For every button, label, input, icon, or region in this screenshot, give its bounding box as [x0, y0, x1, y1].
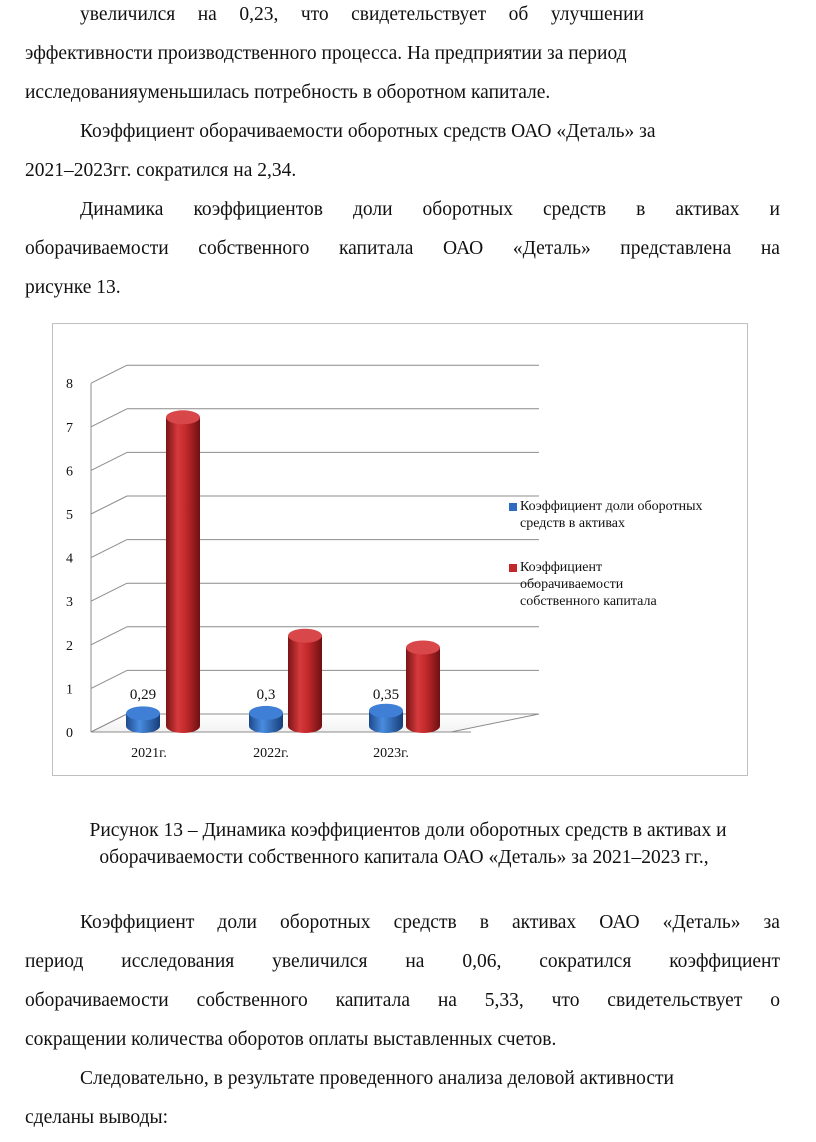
text-line: рисунке 13.: [25, 277, 121, 298]
y-tick-label: 2: [66, 638, 73, 654]
data-label: 0,3: [256, 687, 276, 703]
bar-chart: [53, 324, 747, 775]
text-line: оборачиваемости собственного капитала ОАО «Деталь» представлена на: [25, 238, 780, 259]
gridline-side: [91, 540, 127, 558]
x-tick-label: 2022г.: [253, 746, 289, 761]
bar-turnover-body: [406, 648, 440, 733]
chart-frame: 0 1 2 3 4 5 6 7 8 2021г. 2022г. 2023г. 0,29 0,3 0,35 Коэффициент доли оборотных средств в активах Коэффициент оборачиваемости собственного капитала: [52, 323, 748, 776]
gridline-side: [91, 583, 127, 601]
data-label: 0,35: [372, 687, 400, 703]
data-label: 0,29: [129, 687, 157, 703]
bar-turnover: [406, 641, 440, 733]
y-tick-label: 3: [66, 595, 73, 611]
text-line: увеличился на 0,23, что свидетельствует об улучшении: [80, 4, 644, 25]
x-tick-label: 2021г.: [131, 746, 167, 761]
legend-swatch-red: [509, 564, 517, 572]
bar-turnover-body: [166, 417, 200, 733]
bar-share-top: [369, 704, 403, 718]
bar-turnover-top: [288, 629, 322, 643]
text-line: оборачиваемости собственного капитала на 5,33, что свидетельствует о: [25, 990, 780, 1011]
gridline-side: [91, 627, 127, 645]
figure-caption: Рисунок 13 – Динамика коэффициентов доли оборотных средств в активах и: [89, 820, 727, 841]
text-line: период исследования увеличился на 0,06, сократился коэффициент: [25, 951, 780, 972]
y-tick-label: 0: [66, 726, 73, 741]
legend-swatch-blue: [509, 503, 517, 511]
gridline-side: [91, 409, 127, 427]
gridline-side: [91, 496, 127, 514]
bar-turnover: [288, 629, 322, 733]
y-tick-label: 8: [66, 377, 73, 393]
bar-share: [249, 706, 283, 733]
text-line: сокращении количества оборотов оплаты выставленных счетов.: [25, 1029, 557, 1050]
text-line: Коэффициент доли оборотных средств в активах ОАО «Деталь» за: [80, 912, 780, 933]
y-tick-label: 4: [66, 551, 73, 567]
bar-turnover-top: [406, 641, 440, 655]
text-line: эффективности производственного процесса. На предприятии за период: [25, 43, 627, 64]
figure-caption-line2: оборачиваемости собственного капитала ОАО «Деталь» за 2021–2023 гг.,: [99, 847, 709, 868]
bar-share-top: [126, 706, 160, 720]
text-line: исследованияуменьшилась потребность в оборотном капитале.: [25, 82, 551, 103]
gridline-side: [91, 452, 127, 470]
text-line: Следовательно, в результате проведенного анализа деловой активности: [80, 1068, 674, 1089]
bar-share-top: [249, 706, 283, 720]
gridline-side: [91, 365, 127, 383]
gridline-side: [91, 670, 127, 688]
bar-turnover-top: [166, 410, 200, 424]
y-tick-label: 7: [66, 420, 73, 436]
bar-share: [369, 704, 403, 733]
y-tick-label: 1: [66, 682, 73, 698]
bar-share: [126, 706, 160, 733]
y-tick-label: 6: [66, 464, 73, 480]
bars: [126, 410, 440, 733]
text-line: Коэффициент оборачиваемости оборотных средств ОАО «Деталь» за: [80, 121, 656, 142]
text-line: сделаны выводы:: [25, 1107, 169, 1128]
text-line: 2021–2023гг. сократился на 2,34.: [25, 160, 297, 181]
bar-turnover-body: [288, 636, 322, 733]
y-axis: [66, 377, 73, 741]
x-tick-label: 2023г.: [373, 746, 409, 761]
text-line: Динамика коэффициентов доли оборотных средств в активах и: [80, 199, 780, 220]
y-tick-label: 5: [66, 508, 73, 523]
bar-turnover: [166, 410, 200, 733]
